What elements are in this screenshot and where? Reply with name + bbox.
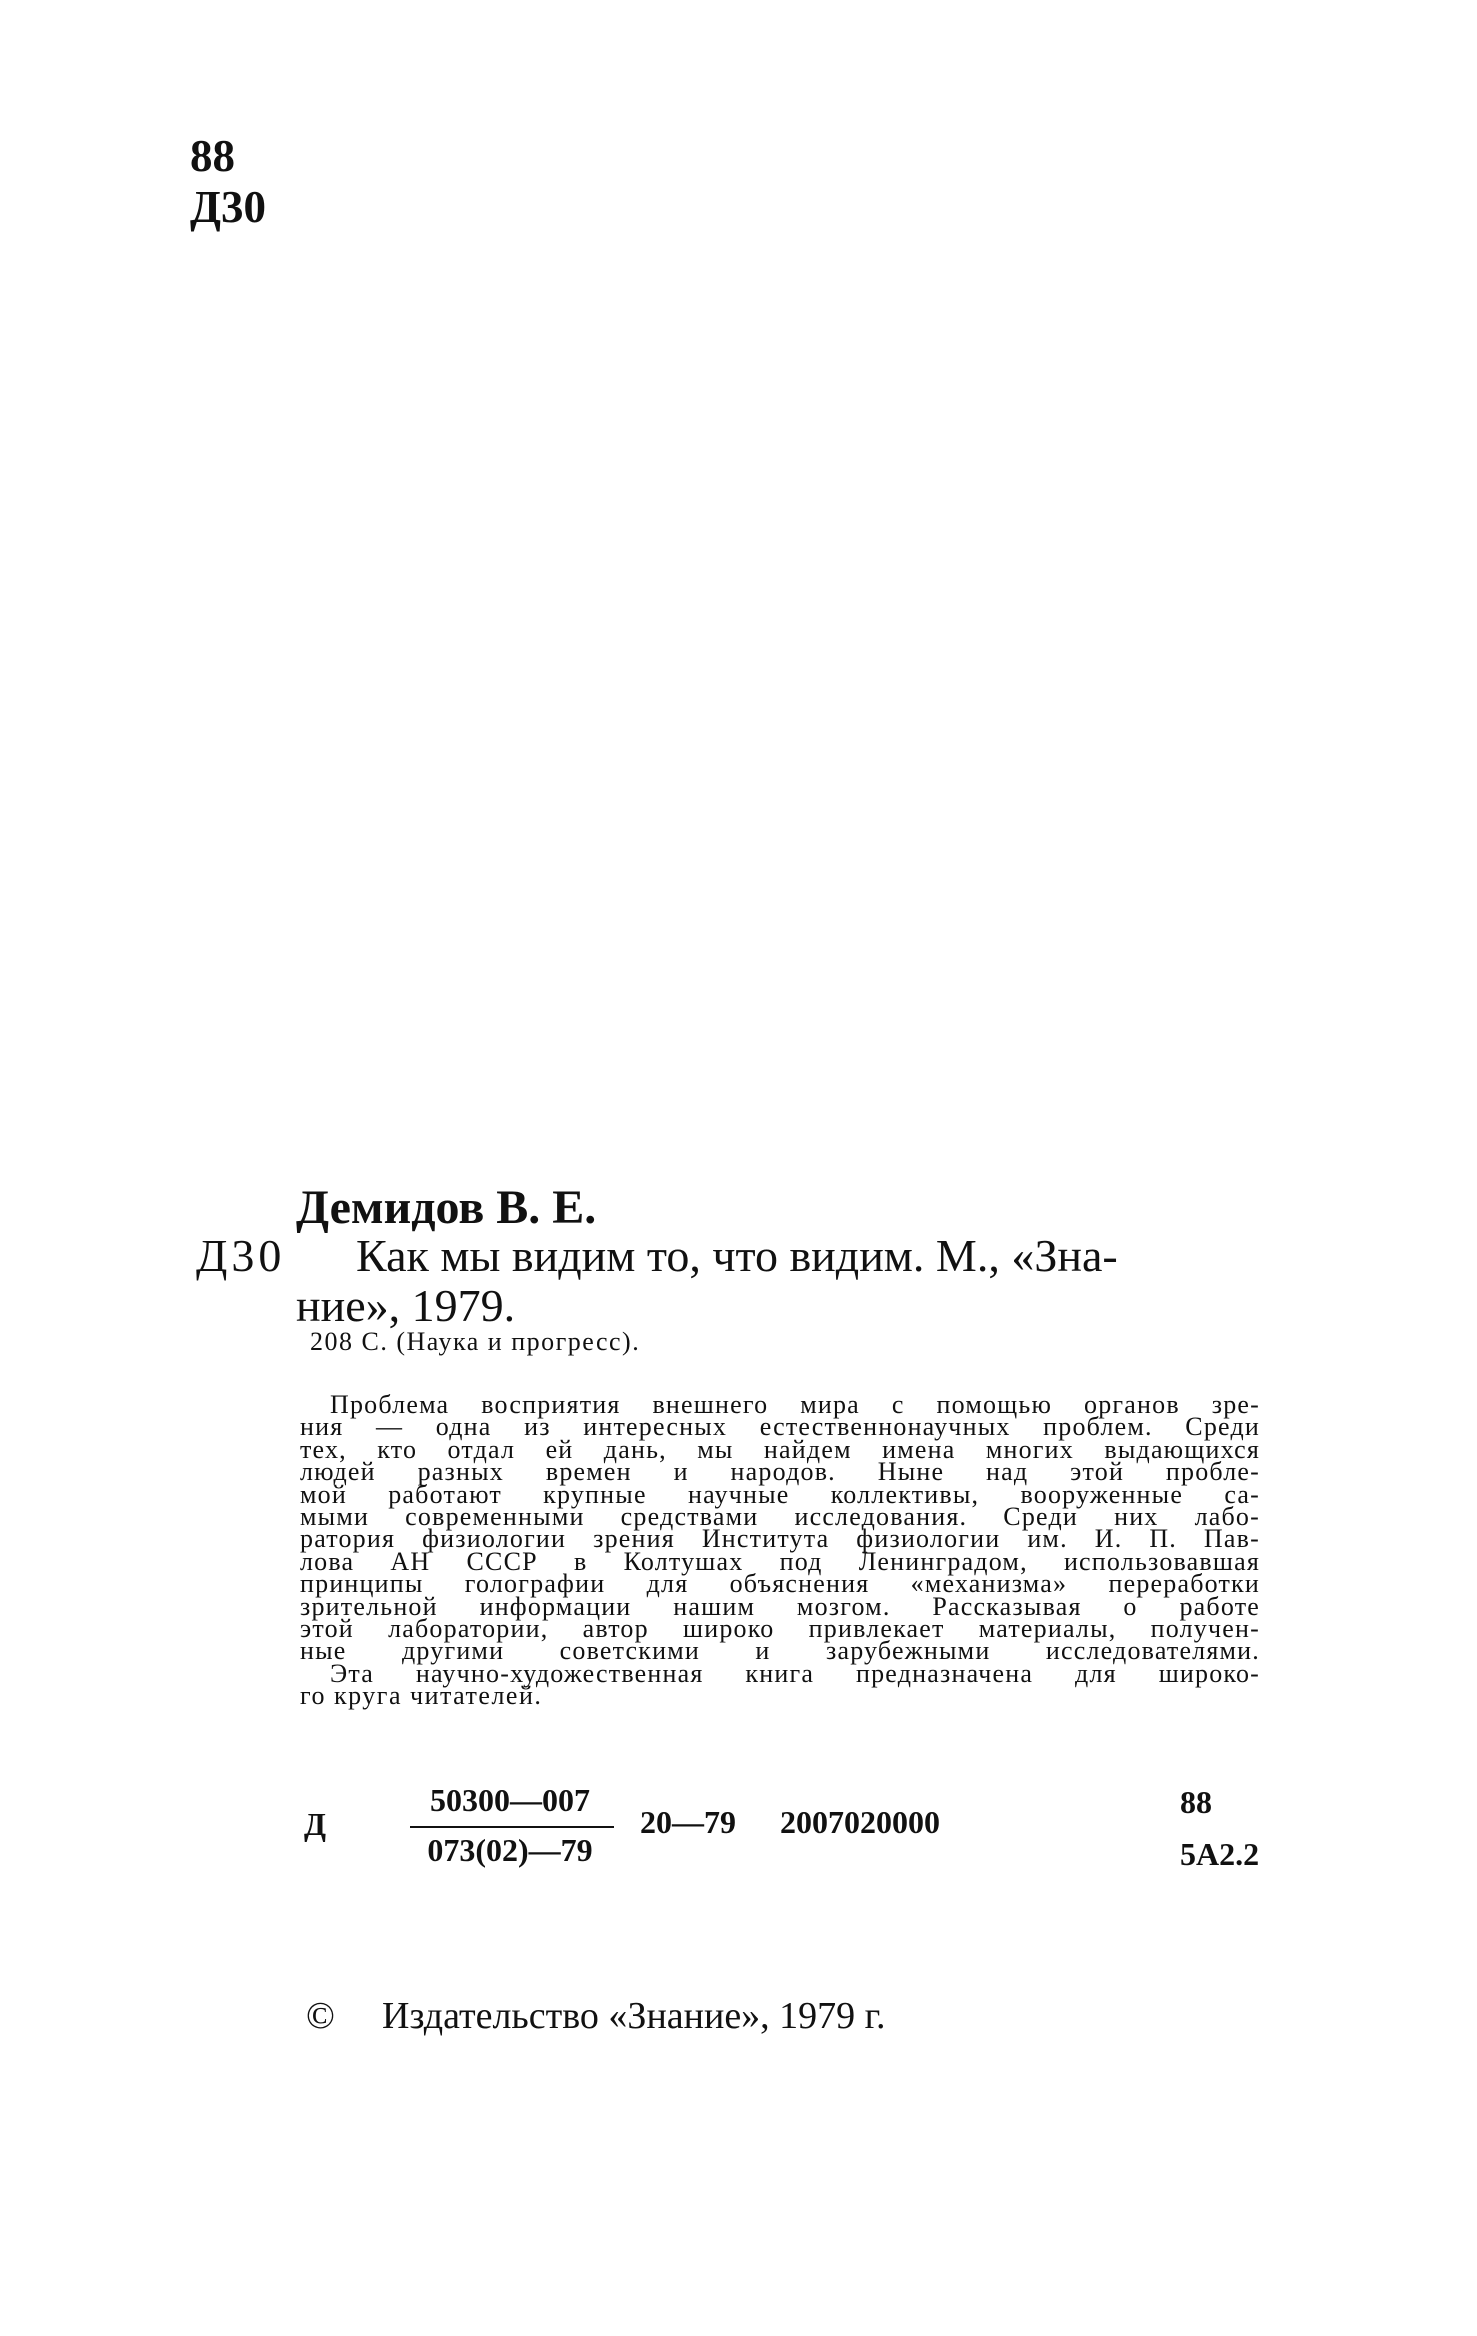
annotation-line: мой работают крупные научные коллективы, вооруженные са- [300,1479,1260,1509]
fraction-rule [410,1826,614,1828]
catalog-index-letter: Д [304,1806,327,1842]
book-title-line-1: Как мы видим то, что видим. М., «Зна- [356,1230,1118,1281]
annotation-line: зрительной информации нашим мозгом. Рассказывая о работе [300,1591,1260,1621]
shelf-mark: Д30 [190,182,266,232]
annotation-line: этой лаборатории, автор широко привлекает материалы, получен- [300,1613,1260,1643]
catalog-index-numerator: 50300—007 [430,1782,590,1818]
annotation-line: принципы голографии для объяснения «механизма» переработки [300,1569,1260,1599]
catalog-index-denominator: 073(02)—79 [427,1832,593,1868]
annotation-line: людей разных времен и народов. Ныне над этой пробле- [300,1457,1260,1487]
udc-code: 88 [190,131,235,181]
annotation-line: Эта научно-художественная книга предназначена для широко- [330,1658,1260,1688]
page-count-series: 208 С. (Наука и прогресс). [310,1327,641,1356]
author-name: Демидов В. Е. [296,1181,597,1234]
annotation-line: го круга читателей. [300,1681,543,1711]
catalog-index-number: 2007020000 [780,1804,940,1840]
annotation-line: лова АН СССР в Колтушах под Ленинградом, использовавшая [300,1546,1260,1576]
catalog-index-code: 20—79 [640,1804,736,1840]
annotation-line: ния — одна из интересных естественнонаучных проблем. Среди [300,1412,1260,1442]
book-title-line-2: ние», 1979. [296,1280,516,1331]
annotation-line: ратория физиологии зрения Института физиологии им. И. П. Пав- [300,1524,1260,1554]
author-marker: Д30 [196,1230,286,1281]
annotation-line: ные другими советскими и зарубежными исследователями. [300,1636,1260,1666]
catalog-index-bbk: 5А2.2 [1180,1836,1260,1872]
annotation-line: мыми современными средствами исследования. Среди них лабо- [300,1501,1260,1531]
annotation-line: Проблема восприятия внешнего мира с помощью органов зре- [330,1390,1260,1419]
copyright-icon: © [306,1995,335,2037]
annotation-line: тех, кто отдал ей дань, мы найдем имена многих выдающихся [300,1434,1260,1464]
annotation-paragraph [300,1390,1260,1711]
copyright-text: Издательство «Знание», 1979 г. [382,1995,886,2037]
catalog-index-udc: 88 [1180,1784,1212,1820]
